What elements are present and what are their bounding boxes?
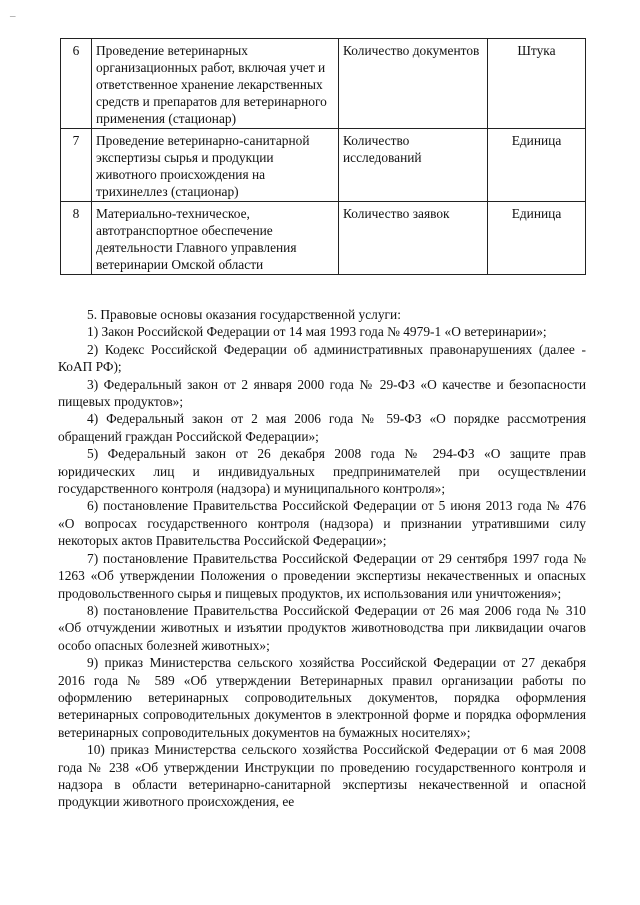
service-name: Проведение ветеринарно-санитарной экспертизы сырья и продукции животного происхождения на трихинеллез (стационар) xyxy=(92,129,339,202)
row-number: 8 xyxy=(61,202,92,275)
list-item: 8) постановление Правительства Российской Федерации от 26 мая 2006 года № 310 «Об отчуждении животных и изъятии продуктов животноводства при ликвидации очагов особо опасных болезней животных»; xyxy=(58,602,586,653)
table-row xyxy=(61,202,586,275)
unit-name: Единица xyxy=(488,202,586,275)
list-item: 10) приказ Министерства сельского хозяйства Российской Федерации от 6 мая 2008 года № 238 «Об утверждении Инструкции по проведению государственного контроля и надзора в области ветеринарно-санитарной экспертизы некачественной и опасной продукции животного происхождения, ее xyxy=(58,742,586,810)
list-item: 4) Федеральный закон от 2 мая 2006 года № 59-ФЗ «О порядке рассмотрения обращений граждан Российской Федерации»; xyxy=(58,411,586,444)
metric-name: Количество документов xyxy=(339,39,488,129)
services-table xyxy=(60,38,586,275)
row-number: 7 xyxy=(61,129,92,202)
metric-name: Количество заявок xyxy=(339,202,488,275)
scan-mark: _ xyxy=(10,6,16,18)
row-number: 6 xyxy=(61,39,92,129)
table-row xyxy=(61,129,586,202)
table-row xyxy=(61,39,586,129)
list-item: 7) постановление Правительства Российской Федерации от 29 сентября 1997 года № 1263 «Об утверждении Положения о проведении экспертизы некачественных и опасных продовольственного сырья и пищевых продуктов, их использования или уничтожения»; xyxy=(58,550,586,601)
section-heading: 5. Правовые основы оказания государственной услуги: xyxy=(87,307,401,322)
list-item: 9) приказ Министерства сельского хозяйства Российской Федерации от 27 декабря 2016 года № 589 «Об утверждении Ветеринарных правил организации работы по оформлению ветеринарных сопроводительных документов, порядка оформления ветеринарных сопроводительных документов в электронной форме и порядка оформления ветеринарных сопроводительных документов на бумажных носителях»; xyxy=(58,655,586,740)
list-item: 3) Федеральный закон от 2 января 2000 года № 29-ФЗ «О качестве и безопасности пищевых продуктов»; xyxy=(58,376,586,410)
list-item: 6) постановление Правительства Российской Федерации от 5 июня 2013 года № 476 «О вопросах государственного контроля (надзора) и признании утратившими силу некоторых актов Правительства Российской Федерации»; xyxy=(58,498,586,549)
legal-basis-section xyxy=(58,306,586,811)
service-name: Материально-техническое, автотранспортное обеспечение деятельности Главного управления ветеринарии Омской области xyxy=(92,202,339,275)
unit-name: Штука xyxy=(488,39,586,129)
unit-name: Единица xyxy=(488,129,586,202)
service-name: Проведение ветеринарных организационных работ, включая учет и ответственное хранение лекарственных средств и препаратов для ветеринарного применения (стационар) xyxy=(92,39,339,129)
list-item: 1) Закон Российской Федерации от 14 мая 1993 года № 4979-1 «О ветеринарии»; xyxy=(87,324,547,340)
list-item: 2) Кодекс Российской Федерации об административных правонарушениях (далее - КоАП РФ); xyxy=(58,341,586,375)
metric-name: Количество исследований xyxy=(339,129,488,202)
list-item: 5) Федеральный закон от 26 декабря 2008 года № 294-ФЗ «О защите прав юридических лиц и индивидуальных предпринимателей при осуществлении государственного контроля (надзора) и муниципального контроля»; xyxy=(58,446,586,497)
